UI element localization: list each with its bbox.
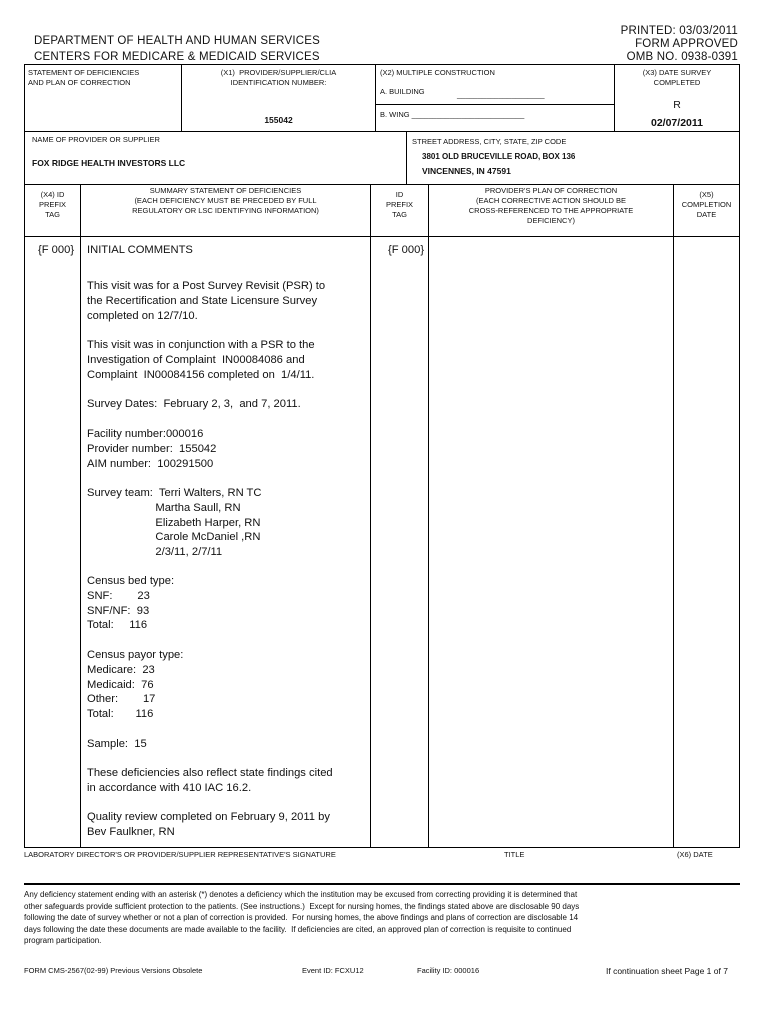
form-approved: FORM APPROVED [635,38,738,50]
omb-number: OMB NO. 0938-0391 [626,51,738,63]
paragraph: Quality review completed on February 9, 2011 by Bev Faulkner, RN [87,811,330,838]
x5-header: (X5) COMPLETION DATE [681,190,732,219]
plan-header: PROVIDER'S PLAN OF CORRECTION (EACH CORRECTIVE ACTION SHOULD BE CROSS-REFERENCED TO THE APPROPRIATE DEFICIENCY) [468,186,634,225]
disclaimer: Any deficiency statement ending with an asterisk (*) denotes a deficiency which the institution may be excused from correcting providing it is determined that other safeguards provide sufficient protection to the patients. (See instructions.) Except for nursing homes, the findings stated above are disclosable 90 days following the date of survey whether or not a plan of correction is provided. For nursing homes, the above findings and plans of correction are disclosable 14 days following the date these documents are made available to the facility. If deficiencies are cited, an approved plan of correction is requisite to continued program participation. [24,890,580,945]
x2-label: (X2) MULTIPLE CONSTRUCTION [380,68,495,77]
event-id: Event ID: FCXU12 [302,966,364,975]
printed-date: PRINTED: 03/03/2011 [620,25,738,37]
address-line1: 3801 OLD BRUCEVILLE ROAD, BOX 136 [422,152,576,161]
paragraph: Survey Dates: February 2, 3, and 7, 2011. [87,398,301,410]
address-line2: VINCENNES, IN 47591 [422,166,511,176]
provider-label: NAME OF PROVIDER OR SUPPLIER [32,135,160,144]
paragraph: Census payor type: Medicare: 23 Medicaid: 76 Other: 17 Total: 116 [87,649,184,721]
signature-label: LABORATORY DIRECTOR'S OR PROVIDER/SUPPLIER REPRESENTATIVE'S SIGNATURE [24,850,336,859]
paragraph: Census bed type: SNF: 23 SNF/NF: 93 Total: 116 [87,575,175,632]
provider-name: FOX RIDGE HEALTH INVESTORS LLC [32,158,186,168]
x4-header: (X4) ID PREFIX TAG [38,190,67,219]
id-header: ID PREFIX TAG [385,190,414,219]
paragraph: These deficiencies also reflect state findings cited in accordance with 410 IAC 16.2. [87,767,333,794]
address-label: STREET ADDRESS, CITY, STATE, ZIP CODE [412,137,567,146]
signature-title: TITLE [504,850,525,859]
agency-header [34,33,320,65]
paragraph: Survey team: Terri Walters, RN TC Martha Saull, RN Elizabeth Harper, RN Carole McDaniel ,RN 2/3/11, 2/7/11 [87,487,262,559]
paragraph: Facility number:000016 Provider number: 155042 AIM number: 100291500 [87,428,217,470]
x3-label: (X3) DATE SURVEY COMPLETED [642,68,712,87]
centers-name: CENTERS FOR MEDICARE & MEDICAID SERVICES [34,51,320,63]
x3-r: R [673,99,681,111]
entry-title: INITIAL COMMENTS [87,244,193,256]
facility-id: Facility ID: 000016 [417,966,480,975]
paragraph: This visit was in conjunction with a PSR to the Investigation of Complaint IN00084086 and Complaint IN00084156 completed on 1/4/11. [87,339,315,381]
paragraph: Sample: 15 [87,738,147,750]
page-indicator: If continuation sheet Page 1 of 7 [606,966,728,976]
signature-date: (X6) DATE [677,850,713,859]
department-name: DEPARTMENT OF HEALTH AND HUMAN SERVICES [34,35,320,47]
statement-label: STATEMENT OF DEFICIENCIES AND PLAN OF CORRECTION [28,68,140,87]
tag-right: {F 000} [388,244,425,256]
x3-date: 02/07/2011 [651,117,703,129]
x1-value: 155042 [264,115,293,125]
printed-header [621,25,738,64]
tag-left: {F 000} [38,244,75,256]
building-label: A. BUILDING [380,87,425,96]
form-number: FORM CMS-2567(02-99) Previous Versions Obsolete [24,966,203,975]
paragraph: This visit was for a Post Survey Revisit (PSR) to the Recertification and State Licensure Survey completed on 12/7/10. [87,280,326,322]
summary-header: SUMMARY STATEMENT OF DEFICIENCIES (EACH DEFICIENCY MUST BE PRECEDED BY FULL REGULATORY OR LSC IDENTIFYING INFORMATION) [132,186,319,215]
building-blank: _____________________ [457,90,545,99]
x1-label: (X1) PROVIDER/SUPPLIER/CLIA IDENTIFICATION NUMBER: [220,68,337,87]
wing-label: B. WING ___________________________ [380,110,525,119]
